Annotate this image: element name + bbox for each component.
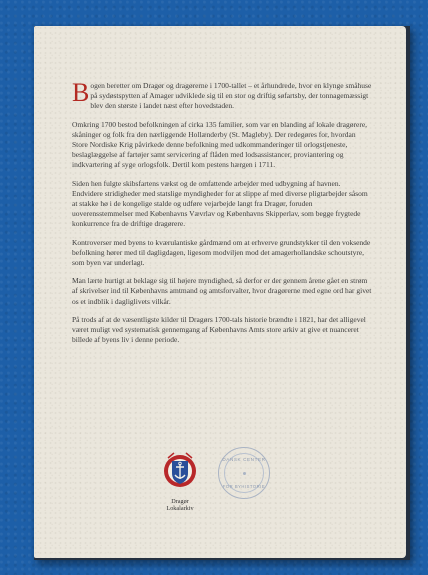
stamp-center-dot [243, 472, 246, 475]
paragraph-2: Omkring 1700 bestod befolkningen af cirka 135 familier, som var en blanding af lokale dragørere, skåninger og folk fra den nærliggende Hollænderby (St. Magleby). Der redegøres for, hvordan Store Nordiske Krig påvirkede denne befolkning med udkommanderinger til orlogstjeneste, beslaglæggelse af fartøjer samt servicering af flåden med lodsassistancer, proviantering og indkvartering af syge orlogsfolk. Dertil kom pestens hærgen i 1711. [72, 119, 368, 170]
drop-cap: B [72, 78, 90, 107]
logo-text-line1: Dragør [171, 498, 189, 505]
paragraph-6: På trods af at de væsentligste kilder til Dragørs 1700-tals historie brændte i 1821, har det alligevel været muligt ved systematisk gennemgang af Københavns Amts store arkiv at give et nuanceret billede af byens liv i denne periode. [72, 314, 366, 345]
logo-text-line2: Lokalarkiv [166, 505, 194, 512]
blurb-text [72, 78, 372, 353]
paragraph-1: Bogen beretter om Dragør og dragørerne i 1700-tallet – et århundrede, hvor en klynge småhuse på sydøstspytten af Amager udviklede sig til en stor og driftig søfartsby, der tonnagemæssigt blev den største i landet næst efter hovedstaden. [72, 78, 372, 111]
back-cover [34, 26, 406, 558]
stamp-top-text: DANSK CENTER [222, 457, 266, 462]
dragor-lokalarkiv-logo [160, 451, 200, 512]
paragraph-5: Man lærte hurtigt at beklage sig til højere myndighed, så derfor er der gennem årene gået en strøm af skrivelser ind til Københavns amtmand og amtsforvalter, hvor dragørerne med egne ord har givet os et indblik i dagliglivets vilkår. [72, 276, 372, 306]
paragraph-4: Kontroverser med byens to kværulantiske gårdmænd om at erhverve grundstykker til den voksende befolkning hører med til dagligdagen, ligesom modviljen mod det amagerhollandske schoutstyre, som byen var underlagt. [72, 237, 371, 268]
anchor-shield-icon [162, 451, 198, 491]
dansk-center-stamp [218, 447, 270, 499]
paragraph-3: Siden hen fulgte skibsfartens vækst og de omfattende arbejder med udbygning af havnen. Endvidere stridigheder med statslige myndigheder for at slippe af med diverse pligtarbejder såsom at stakke hø i de kongelige stalde og udføre vejarbejde langt fra Dragør, foruden uoverensstemmelser med Københavns Vævrlav og Københavns Skipperlav, som begge frygtede konkurrence fra de driftige dragørere. [72, 178, 368, 229]
stamp-bottom-text: FOR BYHISTORIE [222, 484, 266, 489]
book [34, 26, 410, 560]
